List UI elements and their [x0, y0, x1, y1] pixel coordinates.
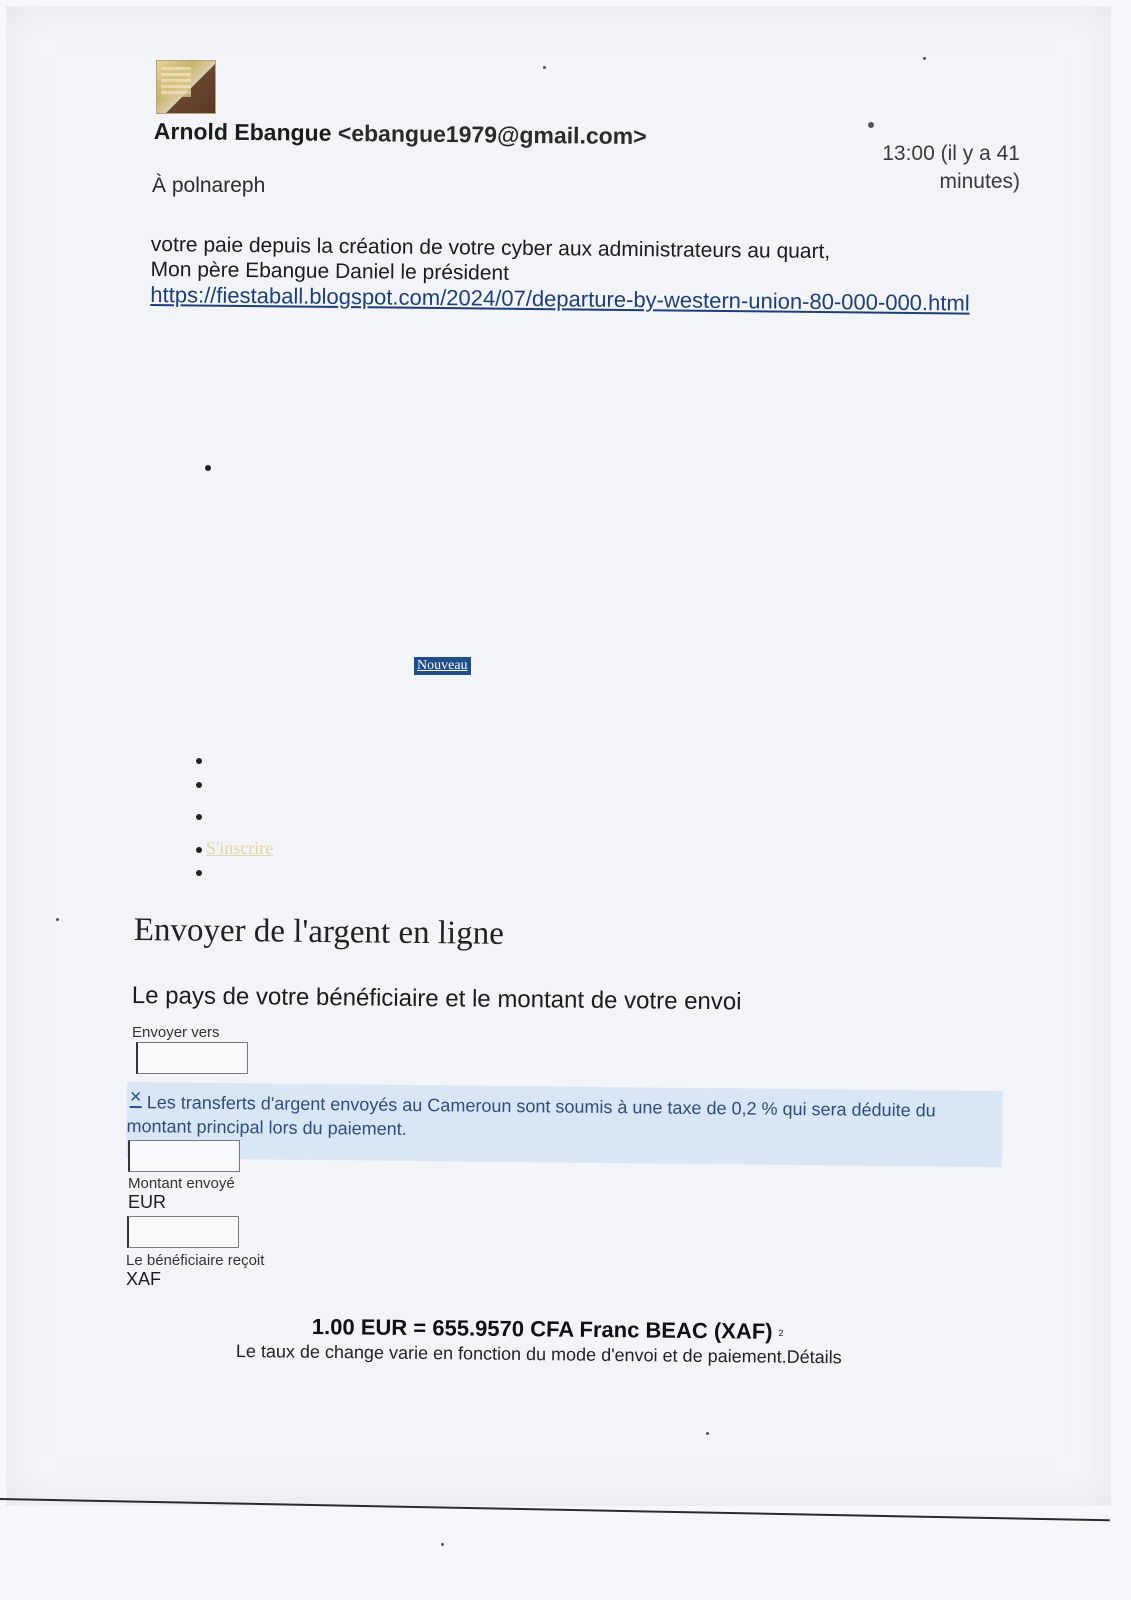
list-bullet: [196, 814, 202, 820]
scan-speck: [706, 1432, 709, 1435]
form-subtitle: Le pays de votre bénéficiaire et le montant de votre envoi: [131, 982, 742, 1016]
email-time-line2: minutes): [939, 170, 1020, 193]
email-link[interactable]: https://fiestaball.blogspot.com/2024/07/departure-by-western-union-80-000-000.html: [150, 281, 970, 316]
sender-avatar: [156, 60, 216, 114]
email-sender: [154, 118, 647, 150]
tax-notice: [126, 1082, 1003, 1167]
email-time-line1: 13:00 (il y a 41: [882, 142, 1020, 165]
signup-link[interactable]: S'inscrire: [206, 838, 274, 858]
exchange-rate: [312, 1314, 784, 1345]
tax-notice-line1: Les transferts d'argent envoyés au Cameroun sont soumis à une taxe de 0,2 % qui sera déduite du: [146, 1092, 936, 1121]
avatar-image: [161, 67, 191, 97]
send-to-select[interactable]: [136, 1042, 248, 1074]
email-body-line2: Mon père Ebangue Daniel le président: [150, 257, 510, 285]
scan-speck: [543, 66, 546, 69]
amount-sent-label: Montant envoyé: [128, 1175, 235, 1192]
email-body: [150, 232, 970, 316]
email-time: [860, 140, 1020, 196]
exchange-rate-value: 1.00 EUR = 655.9570 CFA Franc BEAC (XAF): [311, 1314, 773, 1344]
scan-speck: [868, 122, 874, 128]
list-bullet: [196, 758, 202, 764]
send-to-label: Envoyer vers: [132, 1024, 220, 1041]
sender-name: Arnold Ebangue: [153, 118, 332, 146]
scan-speck: [441, 1543, 444, 1546]
amount-sent-currency: EUR: [128, 1192, 167, 1212]
list-bullet: [205, 465, 211, 471]
rate-footnote: 2: [778, 1328, 784, 1339]
rate-note-text: Le taux de change varie en fonction du mode d'envoi et de paiement.: [235, 1341, 787, 1367]
receiver-gets-currency: XAF: [126, 1269, 162, 1289]
close-icon[interactable]: ×: [129, 1086, 142, 1109]
scan-speck: [56, 918, 59, 921]
page-title: Envoyer de l'argent en ligne: [133, 912, 505, 952]
sender-email: <ebangue1979@gmail.com>: [337, 119, 647, 150]
receiver-gets-label: Le bénéficiaire reçoit: [126, 1252, 265, 1269]
list-bullet: [196, 847, 202, 853]
tax-notice-text: [126, 1090, 996, 1147]
receiver-gets-input[interactable]: [127, 1216, 239, 1248]
details-link[interactable]: Détails: [786, 1346, 842, 1368]
tax-notice-line2: montant principal lors du paiement.: [126, 1115, 407, 1139]
amount-sent-input[interactable]: [128, 1140, 240, 1172]
paper-sheet: [6, 6, 1111, 1506]
list-bullet: [196, 870, 202, 876]
email-body-line1: votre paie depuis la création de votre cyber aux administrateurs au quart,: [150, 232, 831, 264]
scan-speck: [923, 57, 926, 60]
email-recipient: À polnareph: [152, 174, 266, 197]
nouveau-link[interactable]: Nouveau: [414, 657, 471, 675]
list-bullet: [196, 782, 202, 788]
